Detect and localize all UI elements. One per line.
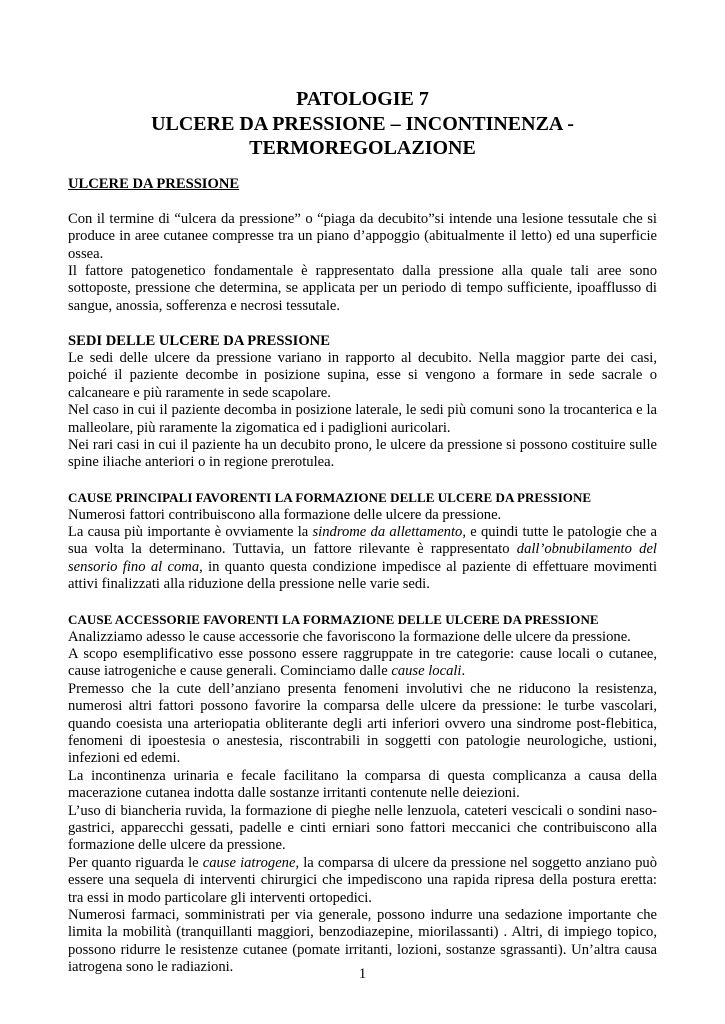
- paragraph: L’uso di biancheria ruvida, la formazione di pieghe nelle lenzuola, cateteri vescicali o sondini naso-gastrici, apparecchi gessati, padelle e cinti erniari sono fattori meccanici che contribuiscono alla formazione delle ulcere da pressione.: [68, 802, 657, 854]
- paragraph: Numerosi farmaci, somministrati per via generale, possono indurre una sedazione importante che limita la mobilità (tranquillanti maggiori, benzodiazepine, miorilassanti) . Altri, di impiego topico, possono ridurre le resistenze cutanee (pomate irritanti, lozioni, sostanze sgrassanti). Un’altra causa iatrogena sono le radiazioni.: [68, 907, 657, 976]
- paragraph: Nel caso in cui il paziente decomba in posizione laterale, le sedi più comuni sono la trocanterica e la malleolare, più raramente la zigomatica ed i padiglioni auricolari.: [68, 402, 657, 436]
- document-body: [68, 176, 657, 977]
- paragraph: Analizziamo adesso le cause accessorie che favoriscono la formazione delle ulcere da pressione.: [68, 628, 631, 645]
- title-line-2: ULCERE DA PRESSIONE – INCONTINENZA -: [151, 112, 574, 135]
- title-line-1: PATOLOGIE 7: [296, 88, 429, 110]
- paragraph: Premesso che la cute dell’anziano presenta fenomeni involutivi che ne riducono la resistenza, numerosi altri fattori possono favorire la comparsa delle ulcere da pressione: le turbe vascolari, quando coesista una arteriopatia obliterante degli arti inferiori ovvero una sindrome post-flebitica, fenomeni di ipoestesia o anestesia, riscontrabili in soggetti con patologie neurologiche, ustioni, infezioni ed edemi.: [68, 680, 657, 767]
- section-heading-cause-principali: CAUSE PRINCIPALI FAVORENTI LA FORMAZIONE DELLE ULCERE DA PRESSIONE: [68, 490, 592, 506]
- paragraph: La incontinenza urinaria e fecale facilitano la comparsa di questa complicanza a causa della macerazione cutanea indotta dalle sostanze irritanti contenute nelle deiezioni.: [68, 767, 657, 802]
- paragraph: Numerosi fattori contribuiscono alla formazione delle ulcere da pressione.: [68, 506, 502, 523]
- document-title: [40, 87, 685, 161]
- title-line-3: TERMOREGOLAZIONE: [249, 137, 476, 159]
- paragraph: Con il termine di “ulcera da pressione” o “piaga da decubito”si intende una lesione tessutale che si produce in aree cutanee compresse tra un piano d’appoggio (abitualmente il letto) ed una superficie ossea.: [68, 210, 657, 262]
- paragraph: Per quanto riguarda le cause iatrogene, la comparsa di ulcere da pressione nel soggetto anziano può essere una sequela di interventi chirurgici che impediscono una rapida ripresa della postura eretta: tra essi in modo particolare gli interventi ortopedici.: [68, 854, 657, 906]
- italic-term: cause iatrogene: [202, 854, 296, 871]
- section-heading-sedi: SEDI DELLE ULCERE DA PRESSIONE: [68, 332, 330, 349]
- italic-term: cause locali: [391, 663, 462, 680]
- page-number: 1: [358, 966, 367, 982]
- section-heading-cause-accessorie: CAUSE ACCESSORIE FAVORENTI LA FORMAZIONE DELLE ULCERE DA PRESSIONE: [68, 612, 599, 628]
- paragraph: Le sedi delle ulcere da pressione variano in rapporto al decubito. Nella maggior parte dei casi, poiché il paziente decombe in posizione supina, esse si vengono a formare in sede sacrale o calcaneare e più raramente in sede scapolare.: [68, 350, 657, 401]
- italic-term: sindrome da allettamento: [312, 524, 463, 541]
- paragraph: La causa più importante è ovviamente la sindrome da allettamento, e quindi tutte le patologie che a sua volta la determinano. Tuttavia, un fattore rilevante è rappresentato dall’obnubilamento del sensorio fino al coma, in quanto questa condizione impedisce al paziente di effettuare movimenti attivi finalizzati alla riduzione della pressione nelle varie sedi.: [68, 524, 657, 593]
- paragraph: A scopo esemplificativo esse possono essere raggruppate in tre categorie: cause locali o cutanee, cause iatrogeniche e cause generali. Cominciamo dalle cause locali.: [68, 645, 657, 680]
- section-heading-ulcere: ULCERE DA PRESSIONE: [68, 176, 240, 192]
- paragraph: Il fattore patogenetico fondamentale è rappresentato dalla pressione alla quale tali aree sono sottoposte, pressione che determina, se applicata per un periodo di tempo sufficiente, ipoafflusso di sangue, anossia, sofferenza e necrosi tessutale.: [68, 263, 657, 314]
- paragraph: Nei rari casi in cui il paziente ha un decubito prono, le ulcere da pressione si possono costituire sulle spine iliache anteriori o in regione prerotulea.: [68, 437, 657, 471]
- italic-term: dall’obnubilamento del sensorio fino al coma: [68, 541, 657, 575]
